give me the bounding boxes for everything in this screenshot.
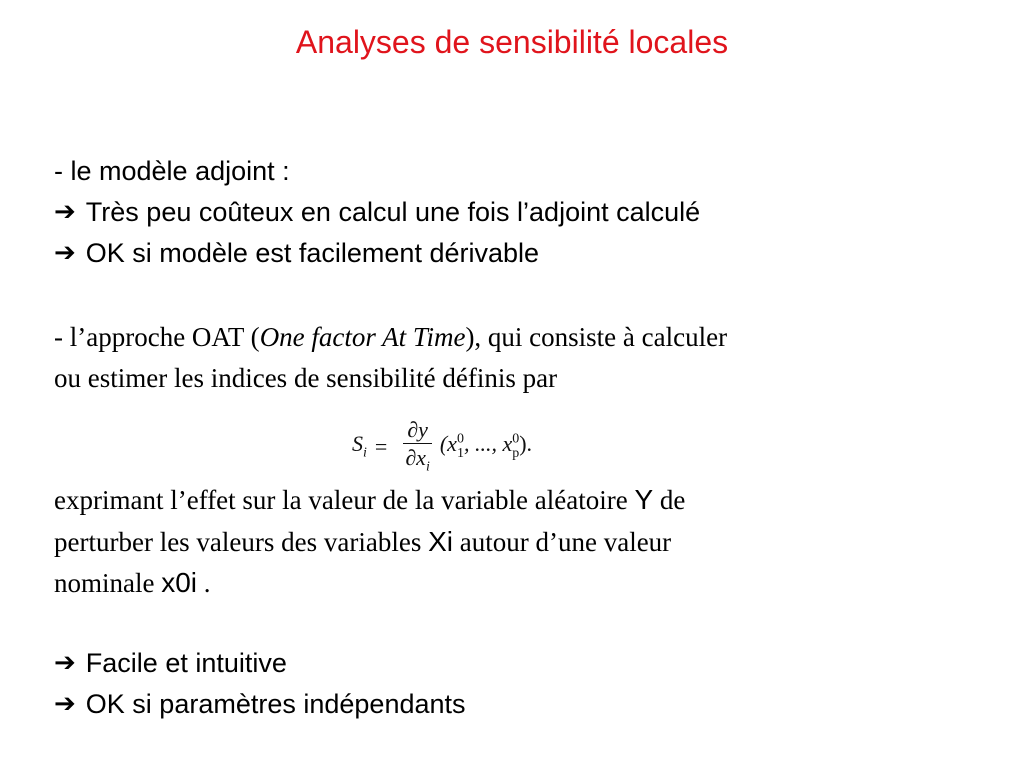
adjoint-heading: - le modèle adjoint : [54, 156, 290, 186]
adjoint-point-1 [54, 197, 700, 228]
variable-xi: Xi [428, 526, 454, 557]
conclusion-point-1 [54, 648, 287, 679]
sensitivity-formula [352, 418, 532, 475]
oat-line-1-pre: - l’approche OAT ( [54, 322, 260, 352]
arrow-right-icon: ➔ [54, 196, 76, 226]
oat-line-1-italic: One factor At Time [259, 322, 466, 352]
oat-line-1 [54, 322, 727, 353]
conclusion-point-2-text: OK si paramètres indépendants [85, 689, 466, 719]
arrow-right-icon: ➔ [54, 647, 76, 677]
formula-arguments: ($x^0_1$, ..., $x^0_p$). [439, 431, 533, 461]
slide-title: Analyses de sensibilité locales [295, 24, 729, 60]
conclusion-point-1-text: Facile et intuitive [85, 648, 287, 678]
formula-equals: = [374, 433, 388, 459]
formula-lhs: $S_i$ [352, 431, 367, 461]
conclusion-point-2 [54, 689, 466, 720]
formula-fraction [401, 418, 434, 475]
oat-line-1-post: ), qui consiste à calculer [465, 322, 728, 352]
arrow-right-icon: ➔ [54, 688, 76, 718]
variable-y: Y [634, 484, 654, 515]
effect-line-2: perturber les valeurs des variables Xi autour d’une valeur [54, 526, 672, 557]
effect-line-3: nominale x0i . [54, 567, 211, 598]
variable-x0i: x0i [161, 567, 198, 598]
adjoint-point-2-text: OK si modèle est facilement dérivable [85, 238, 540, 268]
arrow-right-icon: ➔ [54, 237, 76, 267]
formula-denominator: $\partial x_i$ [405, 445, 430, 475]
oat-line-2: ou estimer les indices de sensibilité définis par [54, 363, 558, 393]
adjoint-point-2 [54, 238, 539, 269]
adjoint-point-1-text: Très peu coûteux en calcul une fois l’adjoint calculé [85, 197, 701, 227]
effect-line-1: exprimant l’effet sur la valeur de la variable aléatoire Y de [54, 484, 686, 515]
formula-numerator: ∂y [403, 418, 432, 444]
